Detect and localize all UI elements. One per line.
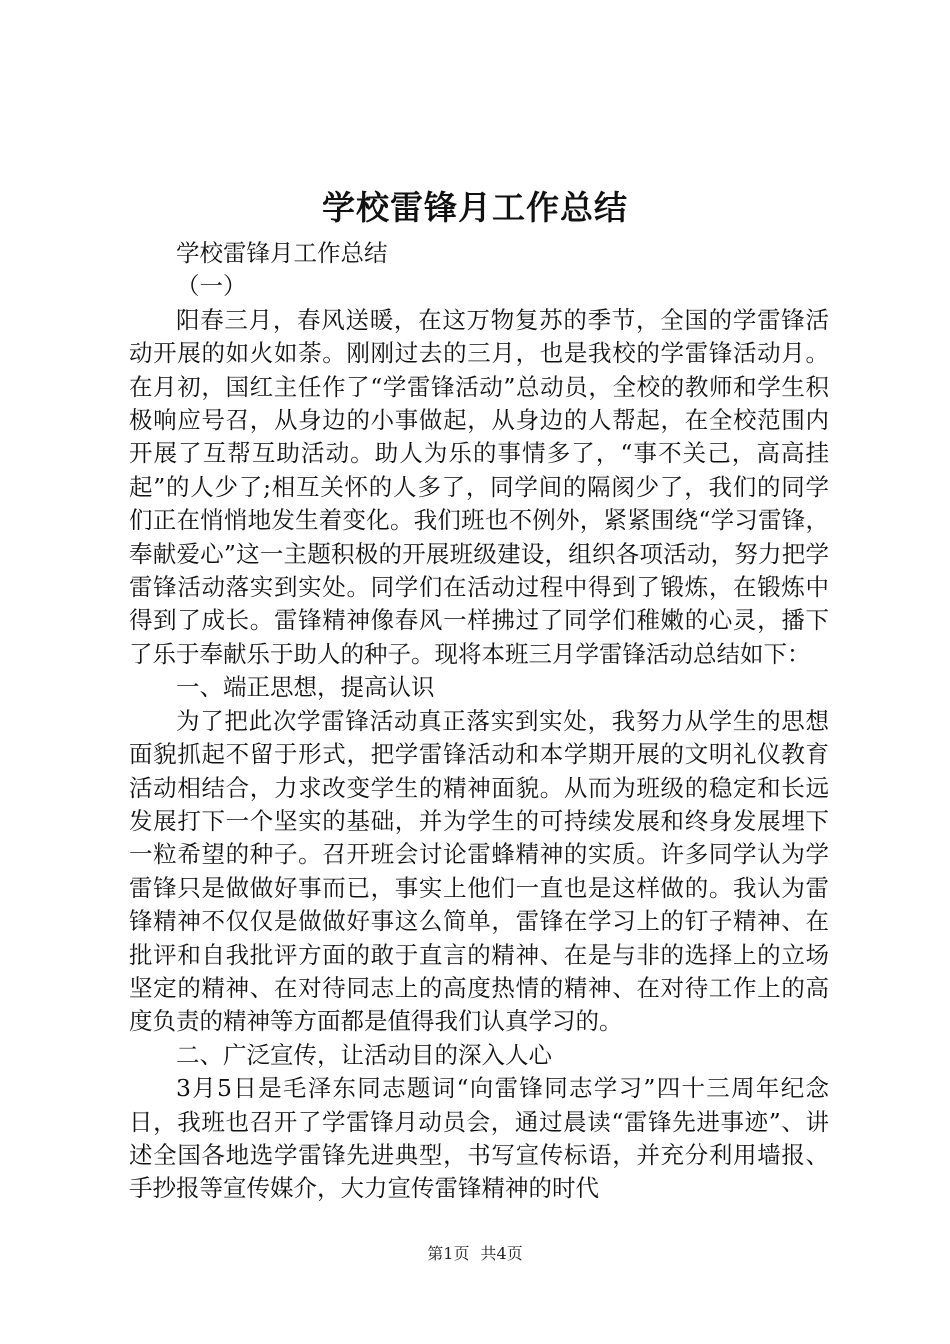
section-heading: 二、广泛宣传，让活动目的深入人心 bbox=[176, 1040, 552, 1069]
body-paragraph: 阳春三月，春风送暖，在这万物复苏的季节，全国的学雷锋活动开展的如火如荼。刚刚过去的三月，也是我校的学雷锋活动月。在月初，国红主任作了“学雷锋活动”总动员，全校的教师和学生积极响应号召，从身边的小事做起，从身边的人帮起，在全校范围内开展了互帮互助活动。助人为乐的事情多了，“事不关己，高高挂起”的人少了;相互关怀的人多了，同学间的隔阂少了，我们的同学们正在悄悄地发生着变化。我们班也不例外，紧紧围绕“学习雷锋，奉献爱心”这一主题积极的开展班级建设，组织各项活动，努力把学雷锋活动落实到实处。同学们在活动过程中得到了锻炼，在锻炼中得到了成长。雷锋精神像春风一样拂过了同学们稚嫩的心灵，播下了乐于奉献乐于助人的种子。现将本班三月学雷锋活动总结如下： bbox=[129, 305, 829, 668]
document-title: 学校雷锋月工作总结 bbox=[322, 188, 628, 227]
page-footer bbox=[0, 1243, 950, 1265]
subtitle-paragraph: 学校雷锋月工作总结 bbox=[176, 239, 388, 267]
page-total: 共4页 bbox=[480, 1244, 523, 1263]
section-heading: 一、端正思想，提高认识 bbox=[176, 673, 435, 702]
page-number: 第1页 bbox=[427, 1244, 470, 1263]
document-body bbox=[129, 237, 829, 1206]
body-paragraph: 为了把此次学雷锋活动真正落实到实处，我努力从学生的思想面貌抓起不留于形式，把学雷锋活动和本学期开展的文明礼仪教育活动相结合，力求改变学生的精神面貌。从而为班级的稳定和长远发展打下一个坚实的基础，并为学生的可持续发展和终身发展埋下一粒希望的种子。召开班会讨论雷蜂精神的实质。许多同学认为学雷锋只是做做好事而已，事实上他们一直也是这样做的。我认为雷锋精神不仅仅是做做好事这么简单，雷锋在学习上的钉子精神、在批评和自我批评方面的敢于直言的精神、在是与非的选择上的立场坚定的精神、在对待同志上的高度热情的精神、在对待工作上的高度负责的精神等方面都是值得我们认真学习的。 bbox=[129, 706, 829, 1036]
body-paragraph: 3月5日是毛泽东同志题词“向雷锋同志学习”四十三周年纪念日，我班也召开了学雷锋月动员会，通过晨读“雷锋先进事迹”、讲述全国各地选学雷锋先进典型，书写宣传标语，并充分利用墙报、手抄报等宣传媒介，大力宣传雷锋精神的时代 bbox=[129, 1074, 829, 1203]
section-number: （一） bbox=[176, 272, 247, 301]
